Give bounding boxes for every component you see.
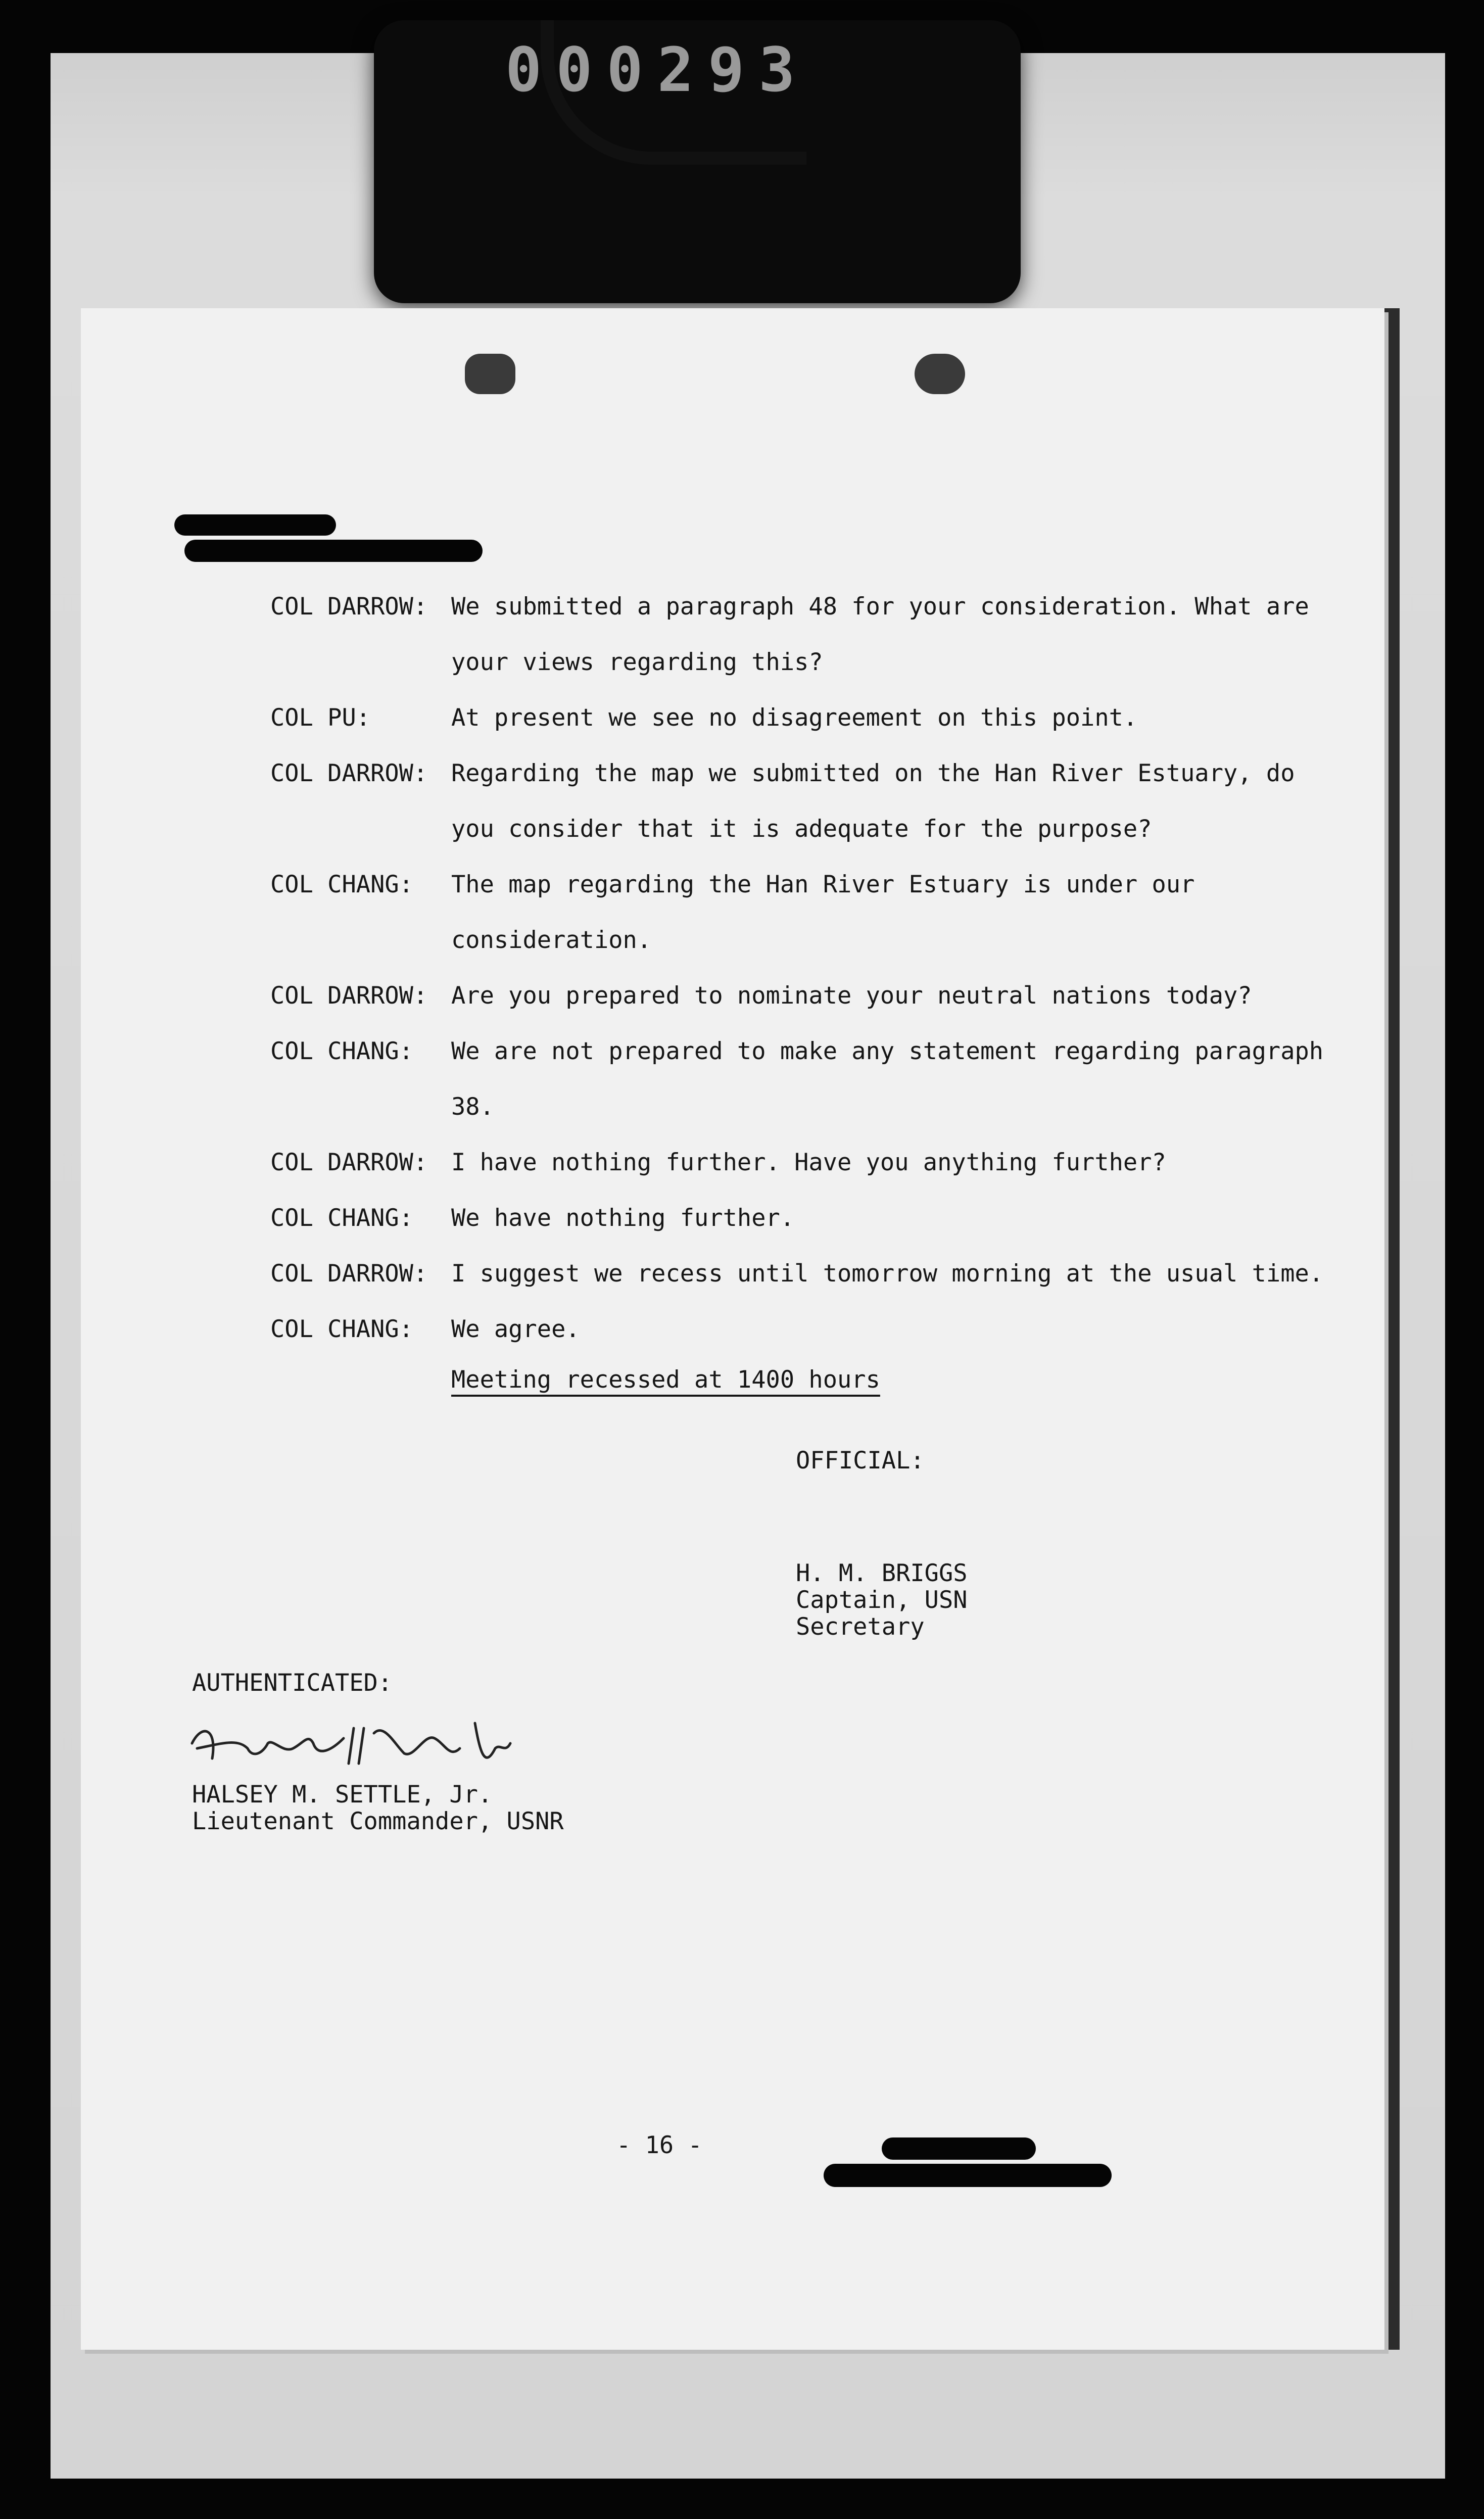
punch-hole-right [915,354,965,394]
transcript-line: I suggest we recess until tomorrow morning at the usual time. [451,1260,1324,1288]
redaction-bar [882,2137,1036,2160]
frame-number: 000293 [505,35,809,106]
transcript-line: 38. [451,1093,494,1121]
transcript-line: Are you prepared to nominate your neutral nations today? [451,982,1252,1010]
redaction-bar [184,540,483,562]
authenticator-rank: Lieutenant Commander, USNR [192,1808,564,1835]
official-name: H. M. BRIGGS [796,1559,968,1587]
redaction-bar [174,514,336,536]
transcript-line: The map regarding the Han River Estuary is under our [451,871,1195,898]
speaker-label: COL DARROW: [270,1260,428,1288]
authenticator-name: HALSEY M. SETTLE, Jr. [192,1781,493,1809]
transcript-line: you consider that it is adequate for the purpose? [451,815,1152,843]
speaker-label: COL DARROW: [270,593,428,621]
transcript-line: We are not prepared to make any statement regarding paragraph [451,1037,1324,1065]
transcript-line: We submitted a paragraph 48 for your consideration. What are [451,593,1309,621]
official-title: Secretary [796,1613,925,1641]
document-page [81,308,1384,2350]
closing-note: Meeting recessed at 1400 hours [451,1366,880,1394]
official-label: OFFICIAL: [796,1447,925,1475]
speaker-label: COL DARROW: [270,982,428,1010]
speaker-label: COL CHANG: [270,1204,413,1232]
speaker-label: COL CHANG: [270,871,413,898]
page-number: - 16 - [616,2131,702,2159]
authenticated-label: AUTHENTICATED: [192,1669,393,1697]
speaker-label: COL CHANG: [270,1315,413,1343]
speaker-label: COL DARROW: [270,1149,428,1176]
transcript-line: Regarding the map we submitted on the Han River Estuary, do [451,759,1295,787]
redaction-bar [824,2164,1112,2187]
transcript-line: We have nothing further. [451,1204,795,1232]
transcript-line: We agree. [451,1315,580,1343]
transcript-line: your views regarding this? [451,648,823,676]
punch-hole-left [465,354,515,394]
transcript-line: At present we see no disagreement on this point. [451,704,1138,732]
speaker-label: COL DARROW: [270,759,428,787]
speaker-label: COL PU: [270,704,371,732]
transcript-line: consideration. [451,926,652,954]
handwritten-signature [182,1713,515,1784]
transcript-line: I have nothing further. Have you anything further? [451,1149,1166,1176]
official-rank: Captain, USN [796,1586,968,1614]
speaker-label: COL CHANG: [270,1037,413,1065]
